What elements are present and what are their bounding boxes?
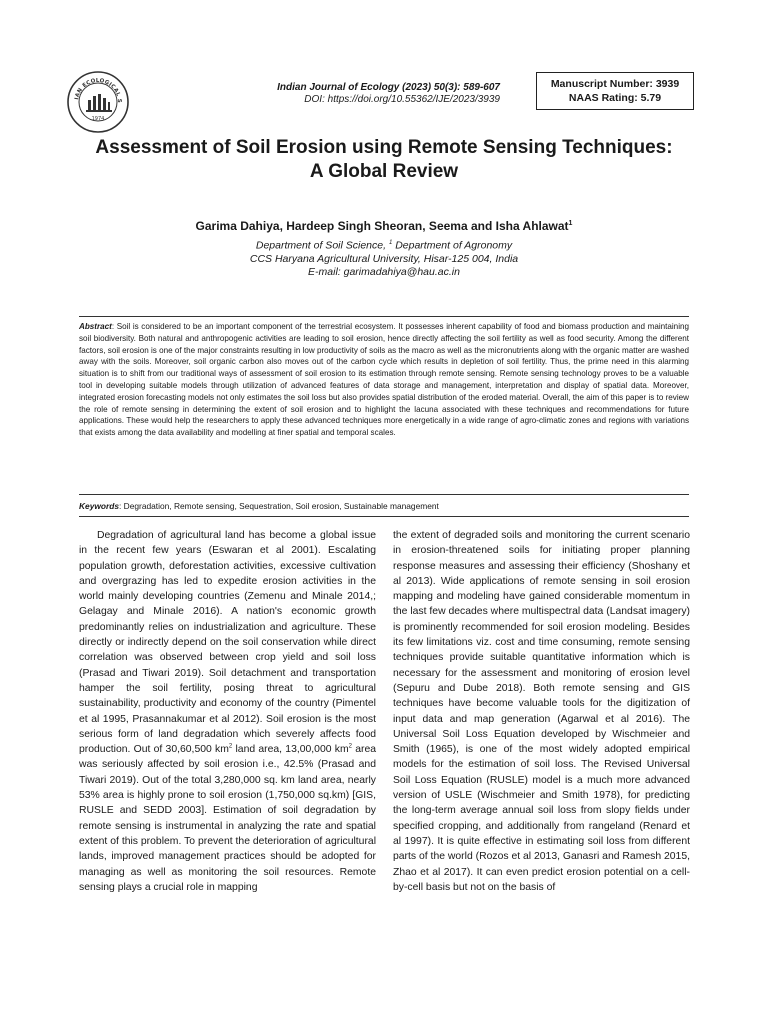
naas-rating: NAAS Rating: 5.79 — [568, 92, 662, 104]
body-column-right: the extent of degraded soils and monitoring the current scenario in erosion-threatened soils for initiating proper planning response measures and assessing their efficiency (Shoshany et al 2013). Wide applications of remote sensing in soil erosion mapping and modeling have gained considerable momentum in the last few decades where multispectral data (Landsat imagery) is prominently recommended for soil erosion modeling. Besides its few limitations viz. cost and time consuming, remote sensing techniques provide suitable quantitative information which is necessary for the assessment and monitoring of erosion level (Sepuru and Dube 2018). Both remote sensing and GIS techniques have become valuable tools for the digitization of input data and map generation (Agarwal et al 2016). The Universal Soil Loss Equation developed by Wischmeier and Smith (1965), is one of the most widely adopted empirical models for the estimation of soil loss. The Revised Universal Soil Loss Equation (RUSLE) model is a much more advanced version of USLE (Wischmeier and Smith 1978), for predicting the long-term average annual soil loss from slopy fields under specified cropping, and additionally from rangeland (Renard et al 1997). It is quite effective in estimating soil loss from different parts of the world (Rozos et al 2013, Ganasri and Ramesh 2015, Zhao et al 2017). It can even predict erosion potential on a cell-by-cell basis but not on the basis of — [393, 530, 690, 893]
svg-text:THE INDIAN ECOLOGICAL SOCIETY: IAN ECOLOGICAL S — [74, 77, 123, 104]
keywords-text: : Degradation, Remote sensing, Sequestration, Soil erosion, Sustainable management — [119, 501, 439, 511]
paper-title — [40, 136, 728, 184]
email-link[interactable]: E-mail: garimadahiya@hau.ac.in — [308, 265, 460, 278]
abstract-text: : Soil is considered to be an important component of the terrestrial ecosystem. It possesses inherent capability of food and biomass production and maintaining soil biodiversity. Both natural and anthropogenic activities are leading to soil erosion, hence directly affecting the soil fertility as well as food security. Among the different factors, soil erosion is one of the major constraints resulting in low productivity of soils as the macro as well as the micronutrients along with the organic matter are washed away with the soils. Moreover, soil organic carbon also moves out of the carbon cycle which results in depletion of soil fertility. Thus, the prime need in this alarming situation is to shift from our traditional ways of assessment of soil erosion to its estimation through remote sensing. Remote sensing technology proves to be a valuable tool in developing suitable models through utilization of advanced features of data storage and management, interpretation and display of spatial data. Moreover, integrated erosion forecasting models not only estimates the soil loss but also provides spatial distribution of the eroded material. Overall, the aim of this paper is to review the role of remote sensing in determining the extent of soil erosion and to highlight the lacuna associated with these techniques and recommendations for future applications. These would help the researchers to apply these advanced techniques more energetically in a wide range of agro-climatic zones and regions with variations that exists among the data availability and modelling at finer spatial and temporal scales. — [79, 322, 690, 438]
journal-name: Indian Journal of Ecology (2023) 50(3): 589-607 — [277, 82, 500, 93]
manuscript-number: Manuscript Number: 3939 — [550, 78, 680, 90]
manuscript-info-box — [536, 72, 694, 110]
abstract-label: Abstract — [79, 322, 112, 331]
body-column-left: Degradation of agricultural land has become a global issue in the recent few years (Eswaran et al 2001). Escalating population growth, deforestation activities, excessive cultivation and overgrazing has led to expedite erosion activities in the world mainly developing countries (Zemenu and Minale 2014,; Gelagay and Minale 2016). A nation's economic growth predominantly relies on industrialization and agriculture. These directly or indirectly depend on the soil conservation while direct correlation was observed between crop yield and soil loss (Prasad and Tiwari 2019). Soil detachment and transportation hamper the soil fertility, posing threat to agricultural sustainability, productivity and economy of the country (Pimentel et al 1995, Prasannakumar et al 2012). Soil erosion is the most serious form of land degradation which severely affects food production. Out of 30,60,500 $km^2$ land area, 13,00,000 $km^2$ area was seriously affected by soil erosion i.e., 42.5% (Prasad and Tiwari 2019). Out of the total 3,280,000 sq. km land area, nearly 53% area is highly prone to soil erosion (1,750,000 sq.km) [GIS, RUSLE and SEDD 2003]. Estimation of soil degradation by remote sensing is instrumental in analyzing the rate and spatial extent of this problem. To prevent the deterioration of agricultural lands, improved management practices should be adopted for managing as well as monitoring the soil resources. Remote sensing plays a crucial role in mapping — [79, 530, 377, 893]
affiliations — [40, 237, 728, 279]
keywords-top-rule — [79, 494, 689, 495]
svg-text:1974: 1974 — [91, 116, 105, 122]
abstract-top-rule — [79, 316, 689, 317]
author-list: Garima Dahiya, Hardeep Singh Sheoran, Seema and Isha Ahlawat$^1$ — [195, 219, 573, 233]
society-logo-icon — [66, 70, 130, 134]
keywords-bottom-rule — [79, 516, 689, 517]
keywords — [79, 500, 689, 512]
abstract — [79, 321, 689, 439]
departments: Department of Soil Science, $^1$ Department of Agronomy — [255, 239, 513, 252]
doi-link[interactable]: DOI: https://doi.org/10.55362/IJE/2023/3939 — [304, 94, 500, 105]
university: CCS Haryana Agricultural University, Hisar-125 004, India — [249, 252, 519, 265]
keywords-label: Keywords — [79, 501, 120, 511]
title-line-1: Assessment of Soil Erosion using Remote Sensing Techniques: — [95, 137, 673, 158]
journal-citation — [180, 82, 500, 106]
title-line-2: A Global Review — [309, 161, 459, 182]
